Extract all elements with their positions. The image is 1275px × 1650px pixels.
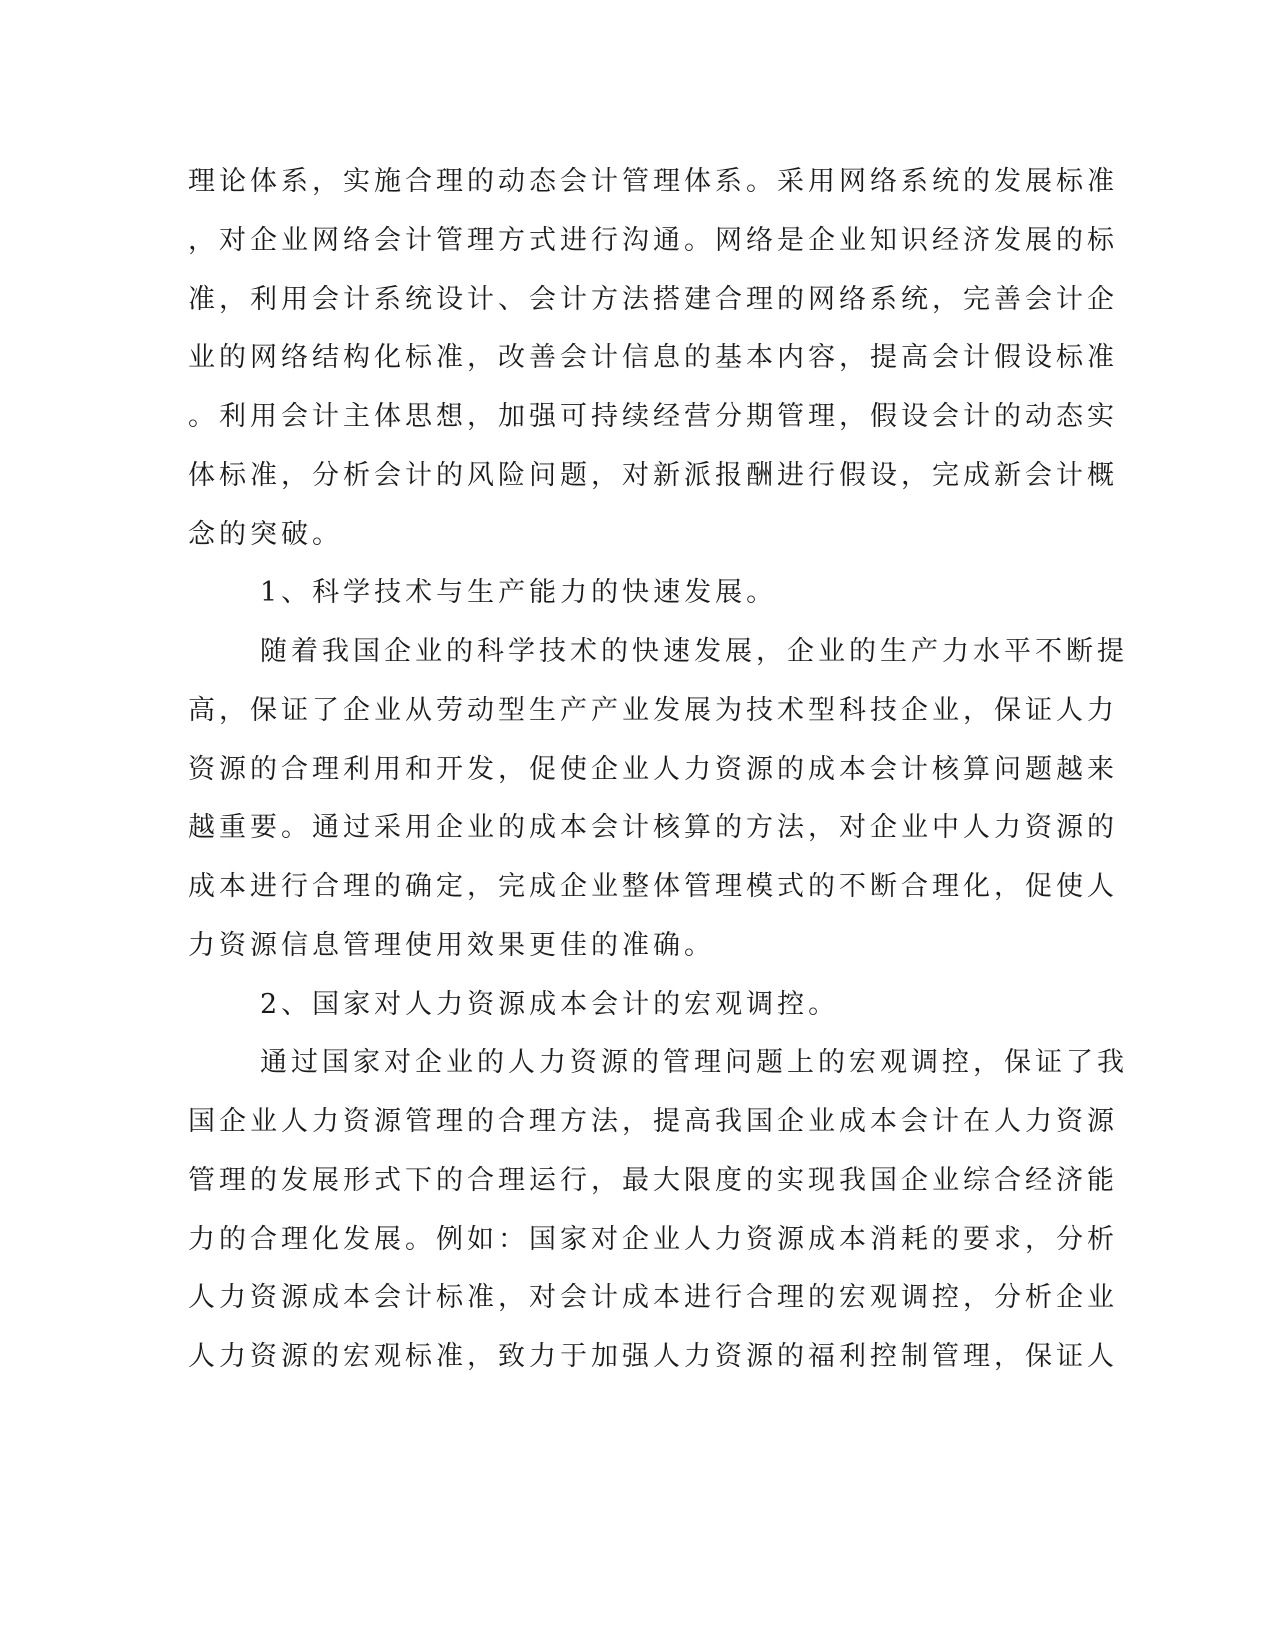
text-line-9: 随着我国企业的科学技术的快速发展，企业的生产力水平不断提 [260,636,1128,667]
text-line-16: 通过国家对企业的人力资源的管理问题上的宏观调控，保证了我 [260,1047,1128,1078]
section-heading-1: 1、科学技术与生产能力的快速发展。 [260,577,778,608]
text-line-17: 国企业人力资源管理的合理方法，提高我国企业成本会计在人力资源 [188,1106,1118,1137]
text-line-6: 体标准，分析会计的风险问题，对新派报酬进行假设，完成新会计概 [188,460,1118,491]
text-line-12: 越重要。通过采用企业的成本会计核算的方法，对企业中人力资源的 [188,812,1118,843]
text-line-20: 人力资源成本会计标准，对会计成本进行合理的宏观调控，分析企业 [188,1282,1118,1313]
text-line-1: 理论体系，实施合理的动态会计管理体系。采用网络系统的发展标准 [188,166,1118,197]
text-line-19: 力的合理化发展。例如：国家对企业人力资源成本消耗的要求，分析 [188,1224,1118,1255]
text-line-7: 念的突破。 [188,519,343,550]
text-line-13: 成本进行合理的确定，完成企业整体管理模式的不断合理化，促使人 [188,871,1118,902]
text-line-21: 人力资源的宏观标准，致力于加强人力资源的福利控制管理，保证人 [188,1341,1118,1372]
text-line-4: 业的网络结构化标准，改善会计信息的基本内容，提高会计假设标准 [188,342,1118,373]
text-line-2: ，对企业网络会计管理方式进行沟通。网络是企业知识经济发展的标 [188,225,1118,256]
section-heading-2: 2、国家对人力资源成本会计的宏观调控。 [260,989,840,1020]
text-line-10: 高，保证了企业从劳动型生产产业发展为技术型科技企业，保证人力 [188,695,1118,726]
text-line-18: 管理的发展形式下的合理运行，最大限度的实现我国企业综合经济能 [188,1165,1118,1196]
text-line-3: 准，利用会计系统设计、会计方法搭建合理的网络系统，完善会计企 [188,284,1118,315]
text-line-5: 。利用会计主体思想，加强可持续经营分期管理，假设会计的动态实 [188,401,1118,432]
text-line-11: 资源的合理利用和开发，促使企业人力资源的成本会计核算问题越来 [188,754,1118,785]
text-line-14: 力资源信息管理使用效果更佳的准确。 [188,930,715,961]
